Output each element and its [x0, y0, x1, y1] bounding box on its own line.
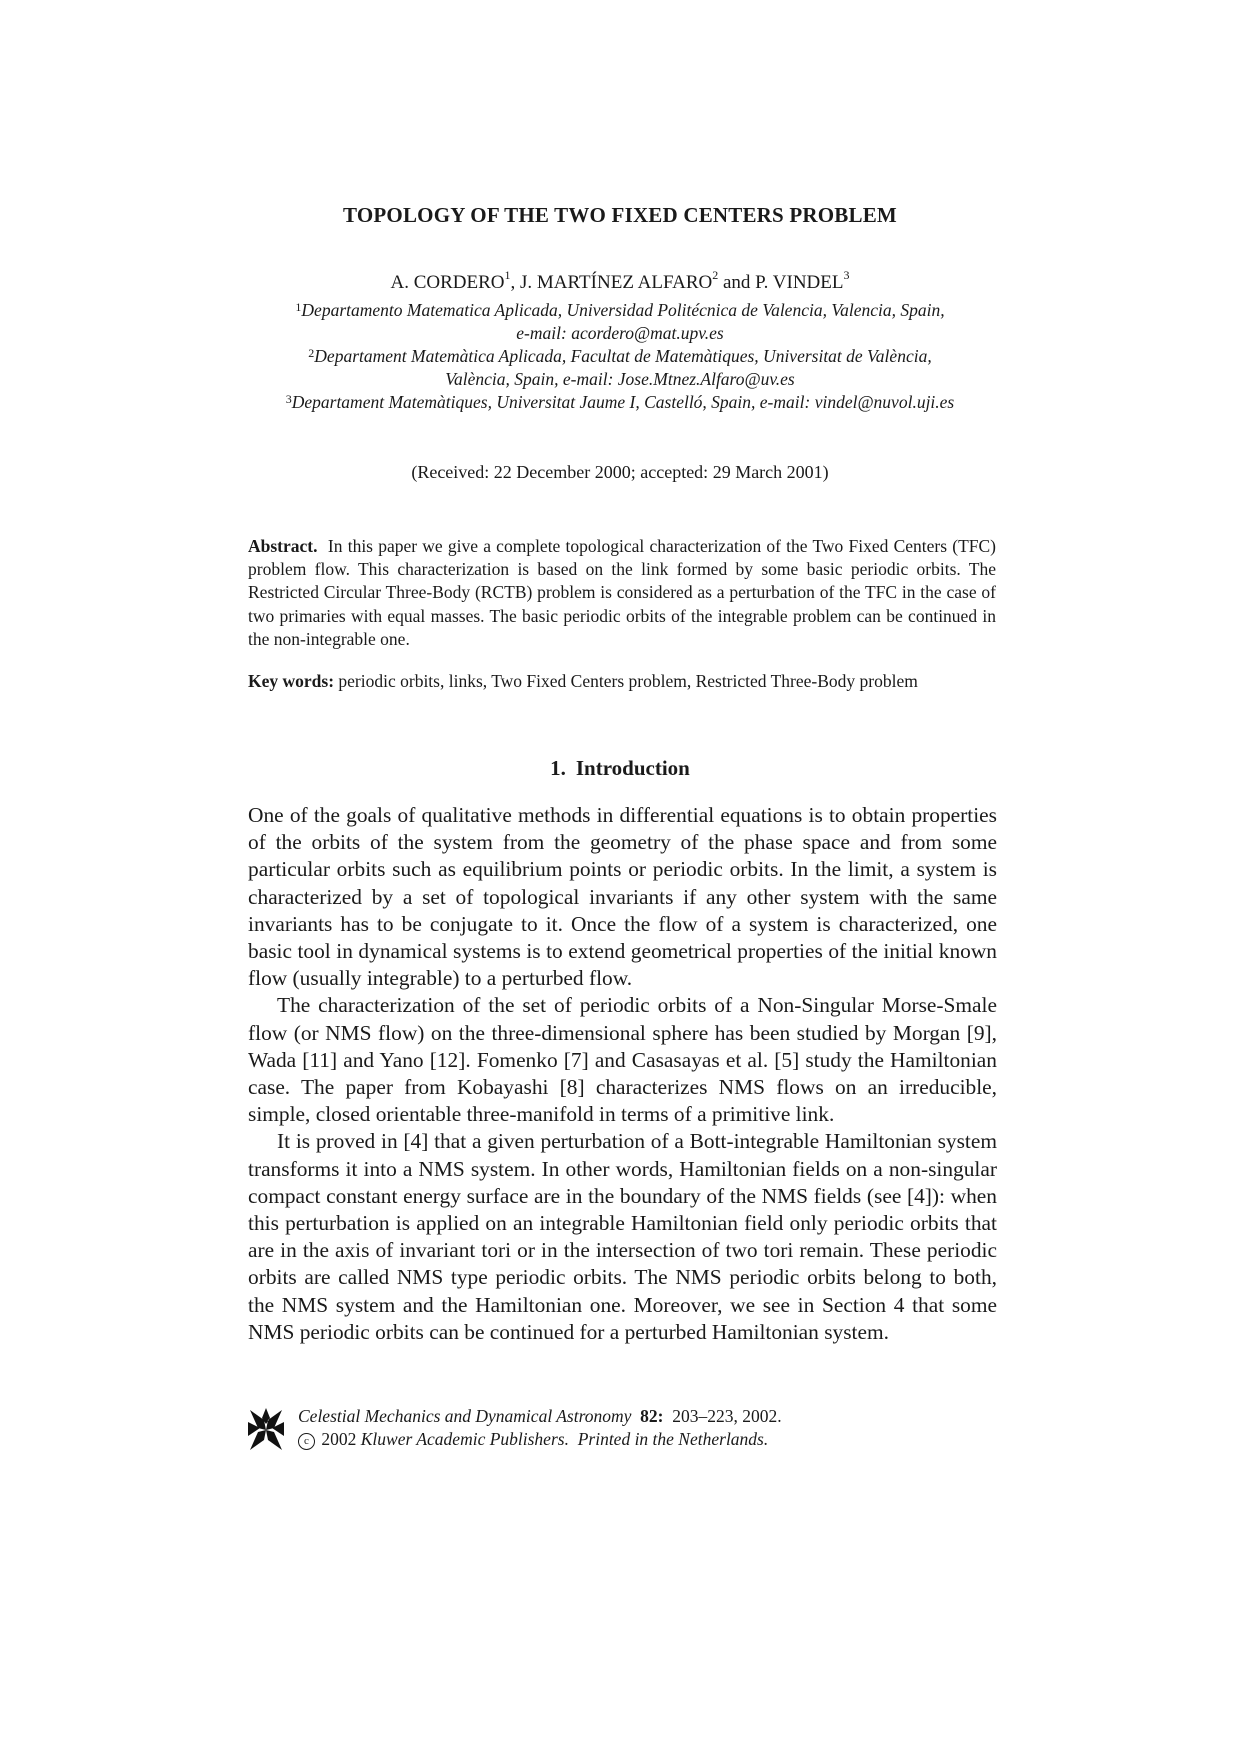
author-name: J. MARTÍNEZ ALFARO — [520, 272, 713, 293]
author-separator: , — [510, 272, 521, 293]
received-dates: (Received: 22 December 2000; accepted: 29 March 2001) — [411, 462, 829, 482]
author-affil-marker: 3 — [843, 268, 850, 282]
section-number: 1. — [550, 756, 566, 780]
affiliation-2 — [0, 345, 1240, 391]
footer-citation — [298, 1405, 938, 1451]
affiliation-marker: 3 — [285, 392, 292, 406]
affiliation-email: e-mail: acordero@mat.upv.es — [516, 323, 724, 343]
copyright-year: 2002 — [321, 1429, 357, 1449]
publisher-name: Kluwer Academic Publishers. — [360, 1429, 569, 1449]
affiliation-line: Departament Matemàtica Aplicada, Facultat de Matemàtiques, Universitat de València, — [314, 346, 932, 366]
affiliation-line: Departamento Matematica Aplicada, Universidad Politécnica de Valencia, Valencia, Spain, — [301, 300, 945, 320]
affiliation-1 — [0, 299, 1240, 345]
affiliation-email: València, Spain, e-mail: Jose.Mtnez.Alfaro@uv.es — [445, 369, 795, 389]
journal-name: Celestial Mechanics and Dynamical Astronomy — [298, 1406, 632, 1426]
body-text — [248, 802, 997, 1346]
author-name: P. VINDEL — [755, 272, 844, 293]
journal-volume: 82: — [640, 1406, 664, 1426]
keywords — [248, 670, 1008, 693]
copyright-icon: c — [298, 1433, 315, 1450]
paper-title: TOPOLOGY OF THE TWO FIXED CENTERS PROBLEM — [343, 203, 897, 227]
author-list — [0, 268, 1240, 294]
affiliation-marker: 1 — [295, 300, 302, 314]
keywords-label: Key words: — [248, 671, 335, 691]
affiliation-line: Departament Matemàtiques, Universitat Jaume I, Castelló, Spain, e-mail: vindel@nuvol.uji.es — [291, 392, 955, 412]
journal-pages: 203–223, 2002. — [672, 1406, 782, 1426]
kluwer-logo-icon — [248, 1408, 284, 1452]
author-affil-marker: 2 — [712, 268, 719, 282]
abstract-label: Abstract. — [248, 536, 318, 556]
keywords-text: periodic orbits, links, Two Fixed Centers problem, Restricted Three-Body problem — [338, 671, 918, 691]
affiliation-marker: 2 — [308, 346, 315, 360]
paragraph: It is proved in [4] that a given perturbation of a Bott-integrable Hamiltonian system transforms it into a NMS system. In other words, Hamiltonian fields on a non-singular compact constant energy surface are in the boundary of the NMS fields (see [4]): when this perturbation is applied on an integrable Hamiltonian field only periodic orbits that are in the axis of invariant tori or in the intersection of two tori remain. These periodic orbits are called NMS type periodic orbits. The NMS periodic orbits belong to both, the NMS system and the Hamiltonian one. Moreover, we see in Section 4 that some NMS periodic orbits can be continued for a perturbed Hamiltonian system. — [248, 1129, 997, 1344]
abstract-text: In this paper we give a complete topological characterization of the Two Fixed Centers (TFC) problem flow. This characterization is based on the link formed by some basic periodic orbits. The Restricted Circular Three-Body (RCTB) problem is considered as a perturbation of the TFC in the case of two primaries with equal masses. The basic periodic orbits of the integrable problem can be continued in the non-integrable one. — [248, 536, 996, 649]
printed-note: Printed in the Netherlands. — [577, 1429, 769, 1449]
affiliation-3 — [0, 391, 1240, 414]
author-affil-marker: 1 — [504, 268, 511, 282]
author-name: A. CORDERO — [390, 272, 505, 293]
section-title: Introduction — [575, 756, 690, 780]
paragraph: The characterization of the set of periodic orbits of a Non-Singular Morse-Smale flow (or NMS flow) on the three-dimensional sphere has been studied by Morgan [9], Wada [11] and Yano [12]. Fomenko [7] and Casasayas et al. [5] study the Hamiltonian case. The paper from Kobayashi [8] characterizes NMS flows on an irreducible, simple, closed orientable three-manifold in terms of a primitive link. — [248, 993, 997, 1127]
paragraph: One of the goals of qualitative methods in differential equations is to obtain properties of the orbits of the system from the geometry of the phase space and from some particular orbits such as equilibrium points or periodic orbits. In the limit, a system is characterized by a set of topological invariants if any other system with the same invariants has to be conjugate to it. Once the flow of a system is characterized, one basic tool in dynamical systems is to extend geometrical properties of the initial known flow (usually integrable) to a perturbed flow. — [248, 803, 997, 991]
section-heading — [0, 756, 1240, 781]
author-separator: and — [718, 272, 756, 293]
abstract — [248, 535, 996, 651]
